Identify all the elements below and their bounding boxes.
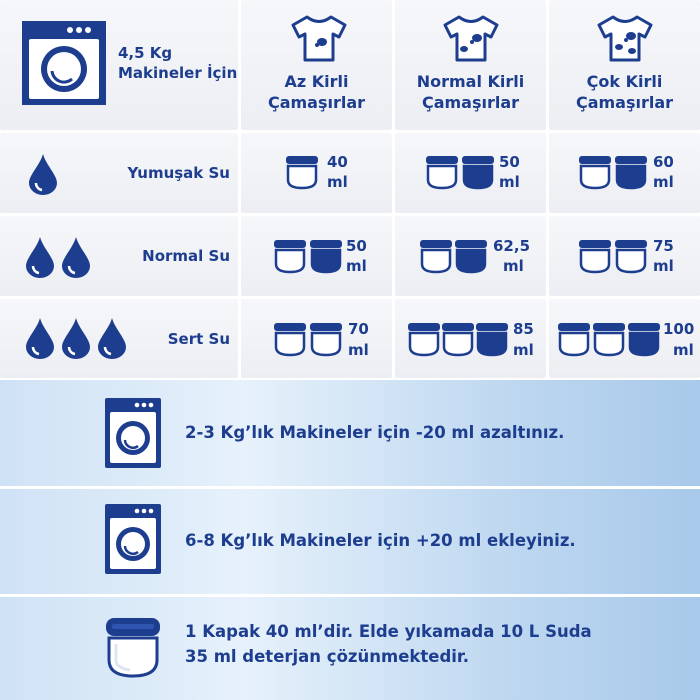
row-soft-light bbox=[241, 133, 392, 213]
detergent-cap-icon bbox=[104, 614, 162, 680]
cap-icon bbox=[425, 154, 459, 190]
header-col-light bbox=[241, 0, 392, 130]
amount-unit: ml bbox=[513, 341, 534, 359]
amount-unit: ml bbox=[499, 173, 520, 191]
row-hard-label: Sert Su bbox=[167, 330, 230, 348]
washing-machine-icon bbox=[22, 21, 106, 105]
note-large-machines bbox=[0, 489, 700, 594]
cap-icon bbox=[407, 321, 441, 357]
amount-value: 50 bbox=[499, 153, 520, 171]
amount-value: 40 bbox=[327, 153, 348, 171]
row-normal-normal bbox=[395, 216, 546, 296]
cap-icon bbox=[441, 321, 475, 357]
water-drop-icon bbox=[61, 236, 91, 278]
row-hard-heavy bbox=[549, 299, 700, 378]
amount-unit: ml bbox=[653, 173, 674, 191]
amount-value: 100 bbox=[663, 320, 695, 338]
cap-icon bbox=[285, 154, 319, 190]
row-normal-label: Normal Su bbox=[142, 247, 230, 265]
water-drop-icon bbox=[25, 236, 55, 278]
row-soft-heavy bbox=[549, 133, 700, 213]
note-text-line1: 1 Kapak 40 ml’dir. Elde yıkamada 10 L Suda bbox=[185, 622, 592, 641]
cap-icon bbox=[578, 238, 612, 274]
row-soft-label-cell bbox=[0, 133, 238, 213]
water-drop-icon bbox=[25, 317, 55, 359]
amount-value: 70 bbox=[348, 320, 369, 338]
cap-icon bbox=[475, 321, 509, 357]
note-text: 6-8 Kg’lık Makineler için +20 ml ekleyiniz. bbox=[185, 531, 576, 550]
col-normal-line2: Çamaşırlar bbox=[421, 93, 520, 112]
amount-unit: ml bbox=[346, 257, 367, 275]
machine-label: Makineler İçin bbox=[118, 64, 238, 82]
row-hard-label-cell bbox=[0, 299, 238, 378]
col-heavy-line1: Çok Kirli bbox=[586, 72, 663, 91]
heavy-stain-shirt-icon bbox=[595, 14, 655, 62]
row-hard-normal bbox=[395, 299, 546, 378]
cap-icon bbox=[461, 154, 495, 190]
cap-icon bbox=[419, 238, 453, 274]
cap-icon bbox=[614, 154, 648, 190]
header-machine-cell bbox=[0, 0, 238, 130]
cap-icon bbox=[557, 321, 591, 357]
header-col-heavy bbox=[549, 0, 700, 130]
cap-icon bbox=[578, 154, 612, 190]
cap-icon bbox=[627, 321, 661, 357]
water-drop-icon bbox=[28, 153, 58, 195]
cap-icon bbox=[614, 238, 648, 274]
note-text-line2: 35 ml deterjan çözünmektedir. bbox=[185, 647, 469, 666]
note-cap-info bbox=[0, 597, 700, 700]
cap-icon bbox=[273, 238, 307, 274]
water-drop-icon bbox=[61, 317, 91, 359]
amount-unit: ml bbox=[327, 173, 348, 191]
amount-value: 75 bbox=[653, 237, 674, 255]
cap-icon bbox=[454, 238, 488, 274]
cap-icon bbox=[309, 238, 343, 274]
amount-value: 85 bbox=[513, 320, 534, 338]
machine-capacity: 4,5 Kg bbox=[118, 44, 173, 62]
amount-unit: ml bbox=[348, 341, 369, 359]
cap-icon bbox=[592, 321, 626, 357]
amount-value: 50 bbox=[346, 237, 367, 255]
amount-value: 60 bbox=[653, 153, 674, 171]
row-normal-label-cell bbox=[0, 216, 238, 296]
washing-machine-icon bbox=[105, 398, 161, 468]
col-light-line2: Çamaşırlar bbox=[267, 93, 366, 112]
amount-unit: ml bbox=[673, 341, 694, 359]
row-normal-heavy bbox=[549, 216, 700, 296]
header-col-normal bbox=[395, 0, 546, 130]
amount-unit: ml bbox=[653, 257, 674, 275]
cap-icon bbox=[309, 321, 343, 357]
row-hard-light bbox=[241, 299, 392, 378]
water-drop-icon bbox=[97, 317, 127, 359]
washing-machine-icon bbox=[105, 504, 161, 574]
row-soft-label: Yumuşak Su bbox=[127, 164, 230, 182]
cap-icon bbox=[273, 321, 307, 357]
col-light-line1: Az Kirli bbox=[284, 72, 349, 91]
normal-stain-shirt-icon bbox=[441, 14, 501, 62]
note-text: 2-3 Kg’lık Makineler için -20 ml azaltınız. bbox=[185, 423, 565, 442]
row-soft-normal bbox=[395, 133, 546, 213]
amount-unit: ml bbox=[503, 257, 524, 275]
amount-value: 62,5 bbox=[493, 237, 531, 255]
col-heavy-line2: Çamaşırlar bbox=[575, 93, 674, 112]
row-normal-light bbox=[241, 216, 392, 296]
col-normal-line1: Normal Kirli bbox=[416, 72, 525, 91]
note-small-machines bbox=[0, 380, 700, 486]
light-stain-shirt-icon bbox=[289, 14, 349, 62]
